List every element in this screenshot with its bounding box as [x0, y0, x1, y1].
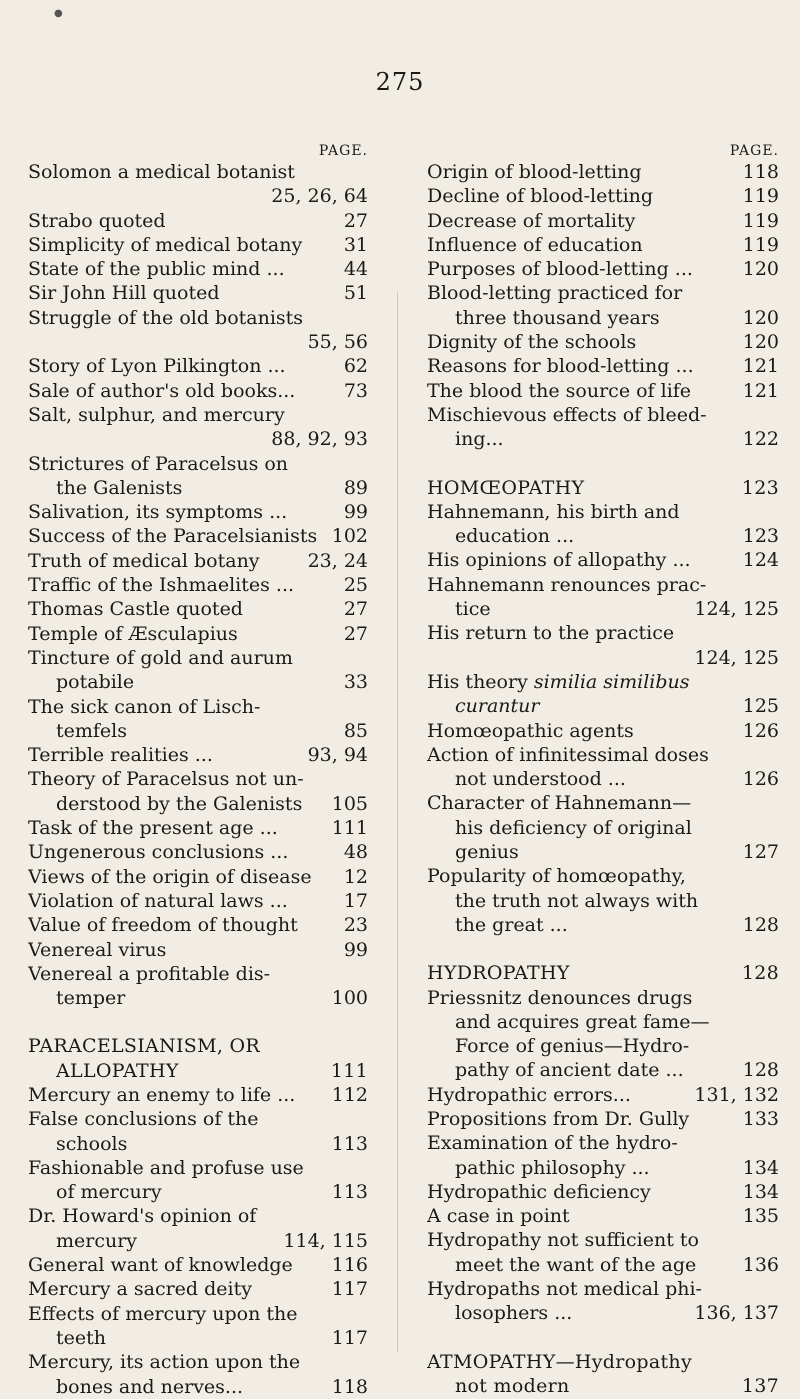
- entry-page-ref: 113: [331, 1181, 368, 1204]
- entry-text: Mischievous effects of bleed-: [427, 403, 707, 426]
- entry-text: and acquires great fame—: [455, 1010, 710, 1033]
- index-entry: [28, 573, 368, 597]
- entry-page-ref: 27: [343, 209, 368, 232]
- entry-page-ref: 121: [742, 355, 779, 378]
- entry-text: Venereal a profitable dis-: [28, 962, 271, 985]
- entry-text: The blood the source of life: [427, 379, 692, 402]
- entry-text: genius: [455, 841, 519, 864]
- entry-text: Simplicity of medical botany: [28, 233, 303, 256]
- index-section-heading: [28, 1034, 368, 1083]
- left-entries: [28, 160, 368, 1399]
- entry-text: Terrible realities ...: [28, 744, 213, 767]
- entry-text: the Galenists: [56, 476, 183, 499]
- entry-text: False conclusions of the: [28, 1108, 259, 1131]
- index-entry: [427, 281, 779, 330]
- entry-text: Dr. Howard's opinion of: [28, 1205, 257, 1228]
- entry-text: Decline of blood-letting: [427, 185, 654, 208]
- index-entry: [28, 209, 368, 233]
- index-entry: [427, 573, 779, 622]
- entry-text: potabile: [56, 671, 135, 694]
- entry-page-ref: 137: [741, 1374, 779, 1397]
- index-entry: [427, 500, 779, 549]
- index-entry: [427, 354, 779, 378]
- entry-text: Ungenerous conclusions ...: [28, 841, 289, 864]
- entry-text: Force of genius—Hydro-: [455, 1035, 690, 1058]
- page-column-header: PAGE.: [318, 143, 368, 159]
- entry-text: Hydropaths not medical phi-: [427, 1278, 702, 1301]
- entry-page-ref: 123: [742, 525, 779, 548]
- entry-text: curantur: [455, 695, 540, 718]
- index-section-heading: [427, 961, 779, 985]
- index-entry: [427, 379, 779, 403]
- entry-text: His return to the practice: [427, 622, 675, 645]
- entry-text: Struggle of the old botanists: [28, 306, 304, 329]
- entry-page-ref: 128: [741, 962, 779, 985]
- entry-text: Influence of education: [427, 233, 643, 256]
- index-entry: [28, 257, 368, 281]
- index-entry: [28, 962, 368, 1011]
- entry-page-ref: 119: [742, 233, 779, 256]
- entry-page-ref: 126: [742, 768, 779, 791]
- index-entry: [427, 160, 779, 184]
- entry-text: Hydropathic deficiency: [427, 1180, 651, 1203]
- entry-page-ref: 119: [742, 185, 779, 208]
- index-entry: [427, 233, 779, 257]
- entry-text: Sir John Hill quoted: [28, 282, 220, 305]
- entry-page-ref: 27: [343, 622, 368, 645]
- index-entry: [28, 403, 368, 452]
- entry-page-ref: 122: [742, 428, 779, 451]
- entry-page-ref: 114, 115: [283, 1229, 368, 1252]
- index-entry: [427, 791, 779, 864]
- index-entry: [427, 1204, 779, 1228]
- index-entry: [427, 209, 779, 233]
- column-divider: [397, 292, 398, 1352]
- entry-text: Mercury a sacred deity: [28, 1278, 252, 1301]
- entry-text: Examination of the hydro-: [427, 1132, 678, 1155]
- index-entry: [427, 1131, 779, 1180]
- entry-page-ref: 136, 137: [694, 1302, 779, 1325]
- index-entry: [28, 160, 368, 209]
- index-entry: [28, 1277, 368, 1301]
- entry-text: Task of the present age ...: [28, 817, 278, 840]
- entry-page-ref: 135: [742, 1205, 779, 1228]
- entry-page-ref: 23: [343, 914, 368, 937]
- entry-text: the great ...: [455, 913, 568, 936]
- entry-page-ref: 17: [343, 889, 368, 912]
- index-entry: [427, 330, 779, 354]
- entry-text: Hahnemann, his birth and: [427, 500, 680, 523]
- entry-text: his deficiency of original: [455, 816, 692, 839]
- entry-page-ref: 12: [343, 865, 368, 888]
- index-entry: [28, 1204, 368, 1253]
- entry-page-ref: 88, 92, 93: [271, 428, 368, 451]
- index-entry: [28, 1083, 368, 1107]
- entry-text: Violation of natural laws ...: [28, 889, 288, 912]
- entry-page-ref: 116: [331, 1254, 368, 1277]
- entry-text: The sick canon of Lisch-: [28, 695, 261, 718]
- entry-page-ref: 73: [343, 379, 368, 402]
- entry-text: Mercury, its action upon the: [28, 1351, 301, 1374]
- entry-page-ref: 48: [343, 841, 368, 864]
- entry-text: Mercury an enemy to life ...: [28, 1083, 296, 1106]
- entry-text: Hahnemann renounces prac-: [427, 573, 707, 596]
- entry-text: Dignity of the schools: [427, 331, 637, 354]
- entry-text: ALLOPATHY: [56, 1059, 179, 1082]
- index-entry: [28, 1107, 368, 1156]
- entry-page-ref: 102: [331, 525, 368, 548]
- index-entry: [28, 1302, 368, 1351]
- index-entry: [28, 597, 368, 621]
- entry-text: the truth not always with: [455, 889, 699, 912]
- entry-page-ref: 23, 24: [307, 549, 368, 572]
- entry-page-ref: 124, 125: [694, 646, 779, 669]
- index-entry: [28, 500, 368, 524]
- entry-text: Homœopathic agents: [427, 719, 634, 742]
- index-entry: [427, 864, 779, 937]
- entry-text: ATMOPATHY—Hydropathy: [427, 1350, 692, 1373]
- entry-text: Views of the origin of disease: [28, 865, 312, 888]
- entry-page-ref: 120: [742, 258, 779, 281]
- entry-text: ing...: [455, 428, 504, 451]
- entry-page-ref: 118: [331, 1375, 368, 1398]
- entry-page-ref: 123: [741, 476, 779, 499]
- entry-page-ref: 121: [742, 379, 779, 402]
- entry-text: Decrease of mortality: [427, 209, 636, 232]
- entry-text: Thomas Castle quoted: [28, 598, 243, 621]
- entry-text: HYDROPATHY: [427, 962, 570, 985]
- index-entry: [28, 233, 368, 257]
- entry-page-ref: 117: [331, 1326, 368, 1349]
- entry-text: His opinions of allopathy ...: [427, 549, 691, 572]
- entry-page-ref: 55, 56: [307, 331, 368, 354]
- entry-text: Blood-letting practiced for: [427, 282, 683, 305]
- entry-page-ref: 126: [742, 719, 779, 742]
- index-entry: [28, 354, 368, 378]
- index-entry: [427, 743, 779, 792]
- entry-text: pathic philosophy ...: [455, 1156, 650, 1179]
- corner-mark: ●: [54, 8, 63, 19]
- entry-page-ref: 112: [331, 1083, 368, 1106]
- entry-page-ref: 25: [343, 574, 368, 597]
- entry-text: Strictures of Paracelsus on: [28, 452, 289, 475]
- entry-page-ref: 127: [742, 841, 779, 864]
- entry-text: Strabo quoted: [28, 209, 166, 232]
- entry-text: Priessnitz denounces drugs: [427, 986, 693, 1009]
- index-entry: [28, 816, 368, 840]
- entry-page-ref: 125: [742, 695, 779, 718]
- entry-text: temfels: [56, 719, 127, 742]
- entry-page-ref: 120: [742, 306, 779, 329]
- index-entry: [28, 743, 368, 767]
- index-entry: [28, 622, 368, 646]
- index-entry: [28, 306, 368, 355]
- entry-text: Propositions from Dr. Gully: [427, 1107, 690, 1130]
- index-entry: [427, 719, 779, 743]
- entry-page-ref: 25, 26, 64: [271, 185, 368, 208]
- entry-page-ref: 93, 94: [307, 744, 368, 767]
- entry-page-ref: 113: [331, 1132, 368, 1155]
- entry-page-ref: 51: [343, 282, 368, 305]
- entry-page-ref: 33: [343, 671, 368, 694]
- entry-text: tice: [455, 598, 491, 621]
- entry-text: Truth of medical botany: [28, 549, 260, 572]
- index-entry: [427, 548, 779, 572]
- entry-page-ref: 99: [343, 501, 368, 524]
- index-entry: [427, 1277, 779, 1326]
- entry-page-ref: 99: [343, 938, 368, 961]
- index-entry: [427, 986, 779, 1083]
- entry-text: General want of knowledge: [28, 1254, 293, 1277]
- entry-page-ref: 27: [343, 598, 368, 621]
- entry-text: Fashionable and profuse use: [28, 1156, 304, 1179]
- index-entry: [28, 1253, 368, 1277]
- index-entry: [28, 938, 368, 962]
- entry-page-ref: 111: [330, 1059, 368, 1082]
- entry-text: Action of infinitessimal doses: [427, 743, 709, 766]
- index-section-heading: [427, 1350, 779, 1399]
- entry-text: meet the want of the age: [455, 1253, 697, 1276]
- index-section-heading: [427, 476, 779, 500]
- index-entry: [427, 184, 779, 208]
- index-entry: [427, 1180, 779, 1204]
- entry-text: Character of Hahnemann—: [427, 792, 692, 815]
- entry-text: teeth: [56, 1326, 106, 1349]
- entry-text: education ...: [455, 525, 575, 548]
- entry-page-ref: 124, 125: [694, 598, 779, 621]
- entry-page-ref: 100: [331, 987, 368, 1010]
- entry-text: Success of the Paracelsianists: [28, 525, 318, 548]
- entry-text: Temple of Æsculapius: [28, 622, 238, 645]
- entry-text: losophers ...: [455, 1302, 573, 1325]
- entry-text: Traffic of the Ishmaelites ...: [28, 574, 295, 597]
- page-column-header: PAGE.: [729, 143, 779, 159]
- entry-page-ref: 134: [742, 1180, 779, 1203]
- entry-text: His theory similia similibus: [427, 670, 690, 693]
- entry-text: Purposes of blood-letting ...: [427, 258, 693, 281]
- index-entry: [28, 889, 368, 913]
- entry-page-ref: 118: [742, 161, 779, 183]
- entry-page-ref: 85: [343, 719, 368, 742]
- index-entry: [28, 695, 368, 744]
- entry-page-ref: 133: [742, 1107, 779, 1130]
- index-entry: [427, 403, 779, 452]
- entry-text: PARACELSIANISM, OR: [28, 1035, 261, 1058]
- entry-text: Theory of Paracelsus not un-: [28, 768, 304, 791]
- entry-text: Hydropathic errors...: [427, 1083, 631, 1106]
- entry-text: Story of Lyon Pilkington ...: [28, 355, 286, 378]
- entry-page-ref: 119: [742, 209, 779, 232]
- index-entry: [28, 281, 368, 305]
- entry-page-ref: 136: [742, 1253, 779, 1276]
- index-entry: [427, 1083, 779, 1107]
- entry-text: State of the public mind ...: [28, 258, 285, 281]
- index-entry: [28, 913, 368, 937]
- index-entry: [427, 621, 779, 670]
- entry-text: HOMŒOPATHY: [427, 476, 585, 499]
- entry-text: Salt, sulphur, and mercury: [28, 403, 285, 426]
- index-entry: [28, 646, 368, 695]
- entry-page-ref: 117: [331, 1278, 368, 1301]
- index-column-left: [28, 142, 368, 1399]
- entry-page-ref: 31: [343, 233, 368, 256]
- entry-text: Hydropathy not sufficient to: [427, 1229, 699, 1252]
- entry-text: not understood ...: [455, 768, 626, 791]
- entry-page-ref: 120: [742, 331, 779, 354]
- entry-text: Reasons for blood-letting ...: [427, 355, 694, 378]
- entry-page-ref: 131, 132: [694, 1083, 779, 1106]
- index-entry: [427, 1107, 779, 1131]
- index-entry: [28, 549, 368, 573]
- entry-text: Tincture of gold and aurum: [28, 646, 293, 669]
- entry-text: Solomon a medical botanist: [28, 161, 295, 183]
- entry-text: Sale of author's old books...: [28, 379, 296, 402]
- index-column-right: [427, 142, 779, 1398]
- index-entry: [28, 840, 368, 864]
- index-entry: [427, 670, 779, 719]
- index-entry: [28, 1156, 368, 1205]
- index-entry: [427, 1228, 779, 1277]
- entry-page-ref: 134: [742, 1156, 779, 1179]
- right-entries: [427, 160, 779, 1398]
- entry-text: derstood by the Galenists: [56, 792, 303, 815]
- entry-text: Popularity of homœopathy,: [427, 865, 686, 888]
- entry-page-ref: 128: [742, 1059, 779, 1082]
- entry-text: Venereal virus: [28, 938, 167, 961]
- index-entry: [28, 379, 368, 403]
- entry-text: not modern: [455, 1374, 570, 1397]
- index-entry: [28, 1350, 368, 1399]
- entry-text: Value of freedom of thought: [28, 914, 298, 937]
- index-entry: [28, 767, 368, 816]
- entry-page-ref: 44: [343, 258, 368, 281]
- entry-text: pathy of ancient date ...: [455, 1059, 684, 1082]
- entry-text: Salivation, its symptoms ...: [28, 501, 288, 524]
- entry-page-ref: 111: [331, 817, 368, 840]
- entry-page-ref: 62: [343, 355, 368, 378]
- index-entry: [28, 524, 368, 548]
- entry-page-ref: 105: [331, 792, 368, 815]
- entry-text: mercury: [56, 1229, 138, 1252]
- entry-page-ref: 124: [742, 549, 779, 572]
- entry-text: A case in point: [427, 1205, 570, 1228]
- page-number: 275: [375, 68, 425, 96]
- entry-text: bones and nerves...: [56, 1375, 244, 1398]
- index-entry: [28, 452, 368, 501]
- entry-text: temper: [56, 987, 126, 1010]
- entry-page-ref: 128: [742, 913, 779, 936]
- entry-page-ref: 89: [343, 476, 368, 499]
- index-entry: [28, 865, 368, 889]
- entry-text: Effects of mercury upon the: [28, 1302, 298, 1325]
- index-entry: [427, 257, 779, 281]
- entry-text: Origin of blood-letting: [427, 161, 642, 183]
- entry-text: three thousand years: [455, 306, 660, 329]
- entry-text: of mercury: [56, 1181, 162, 1204]
- entry-text: schools: [56, 1132, 128, 1155]
